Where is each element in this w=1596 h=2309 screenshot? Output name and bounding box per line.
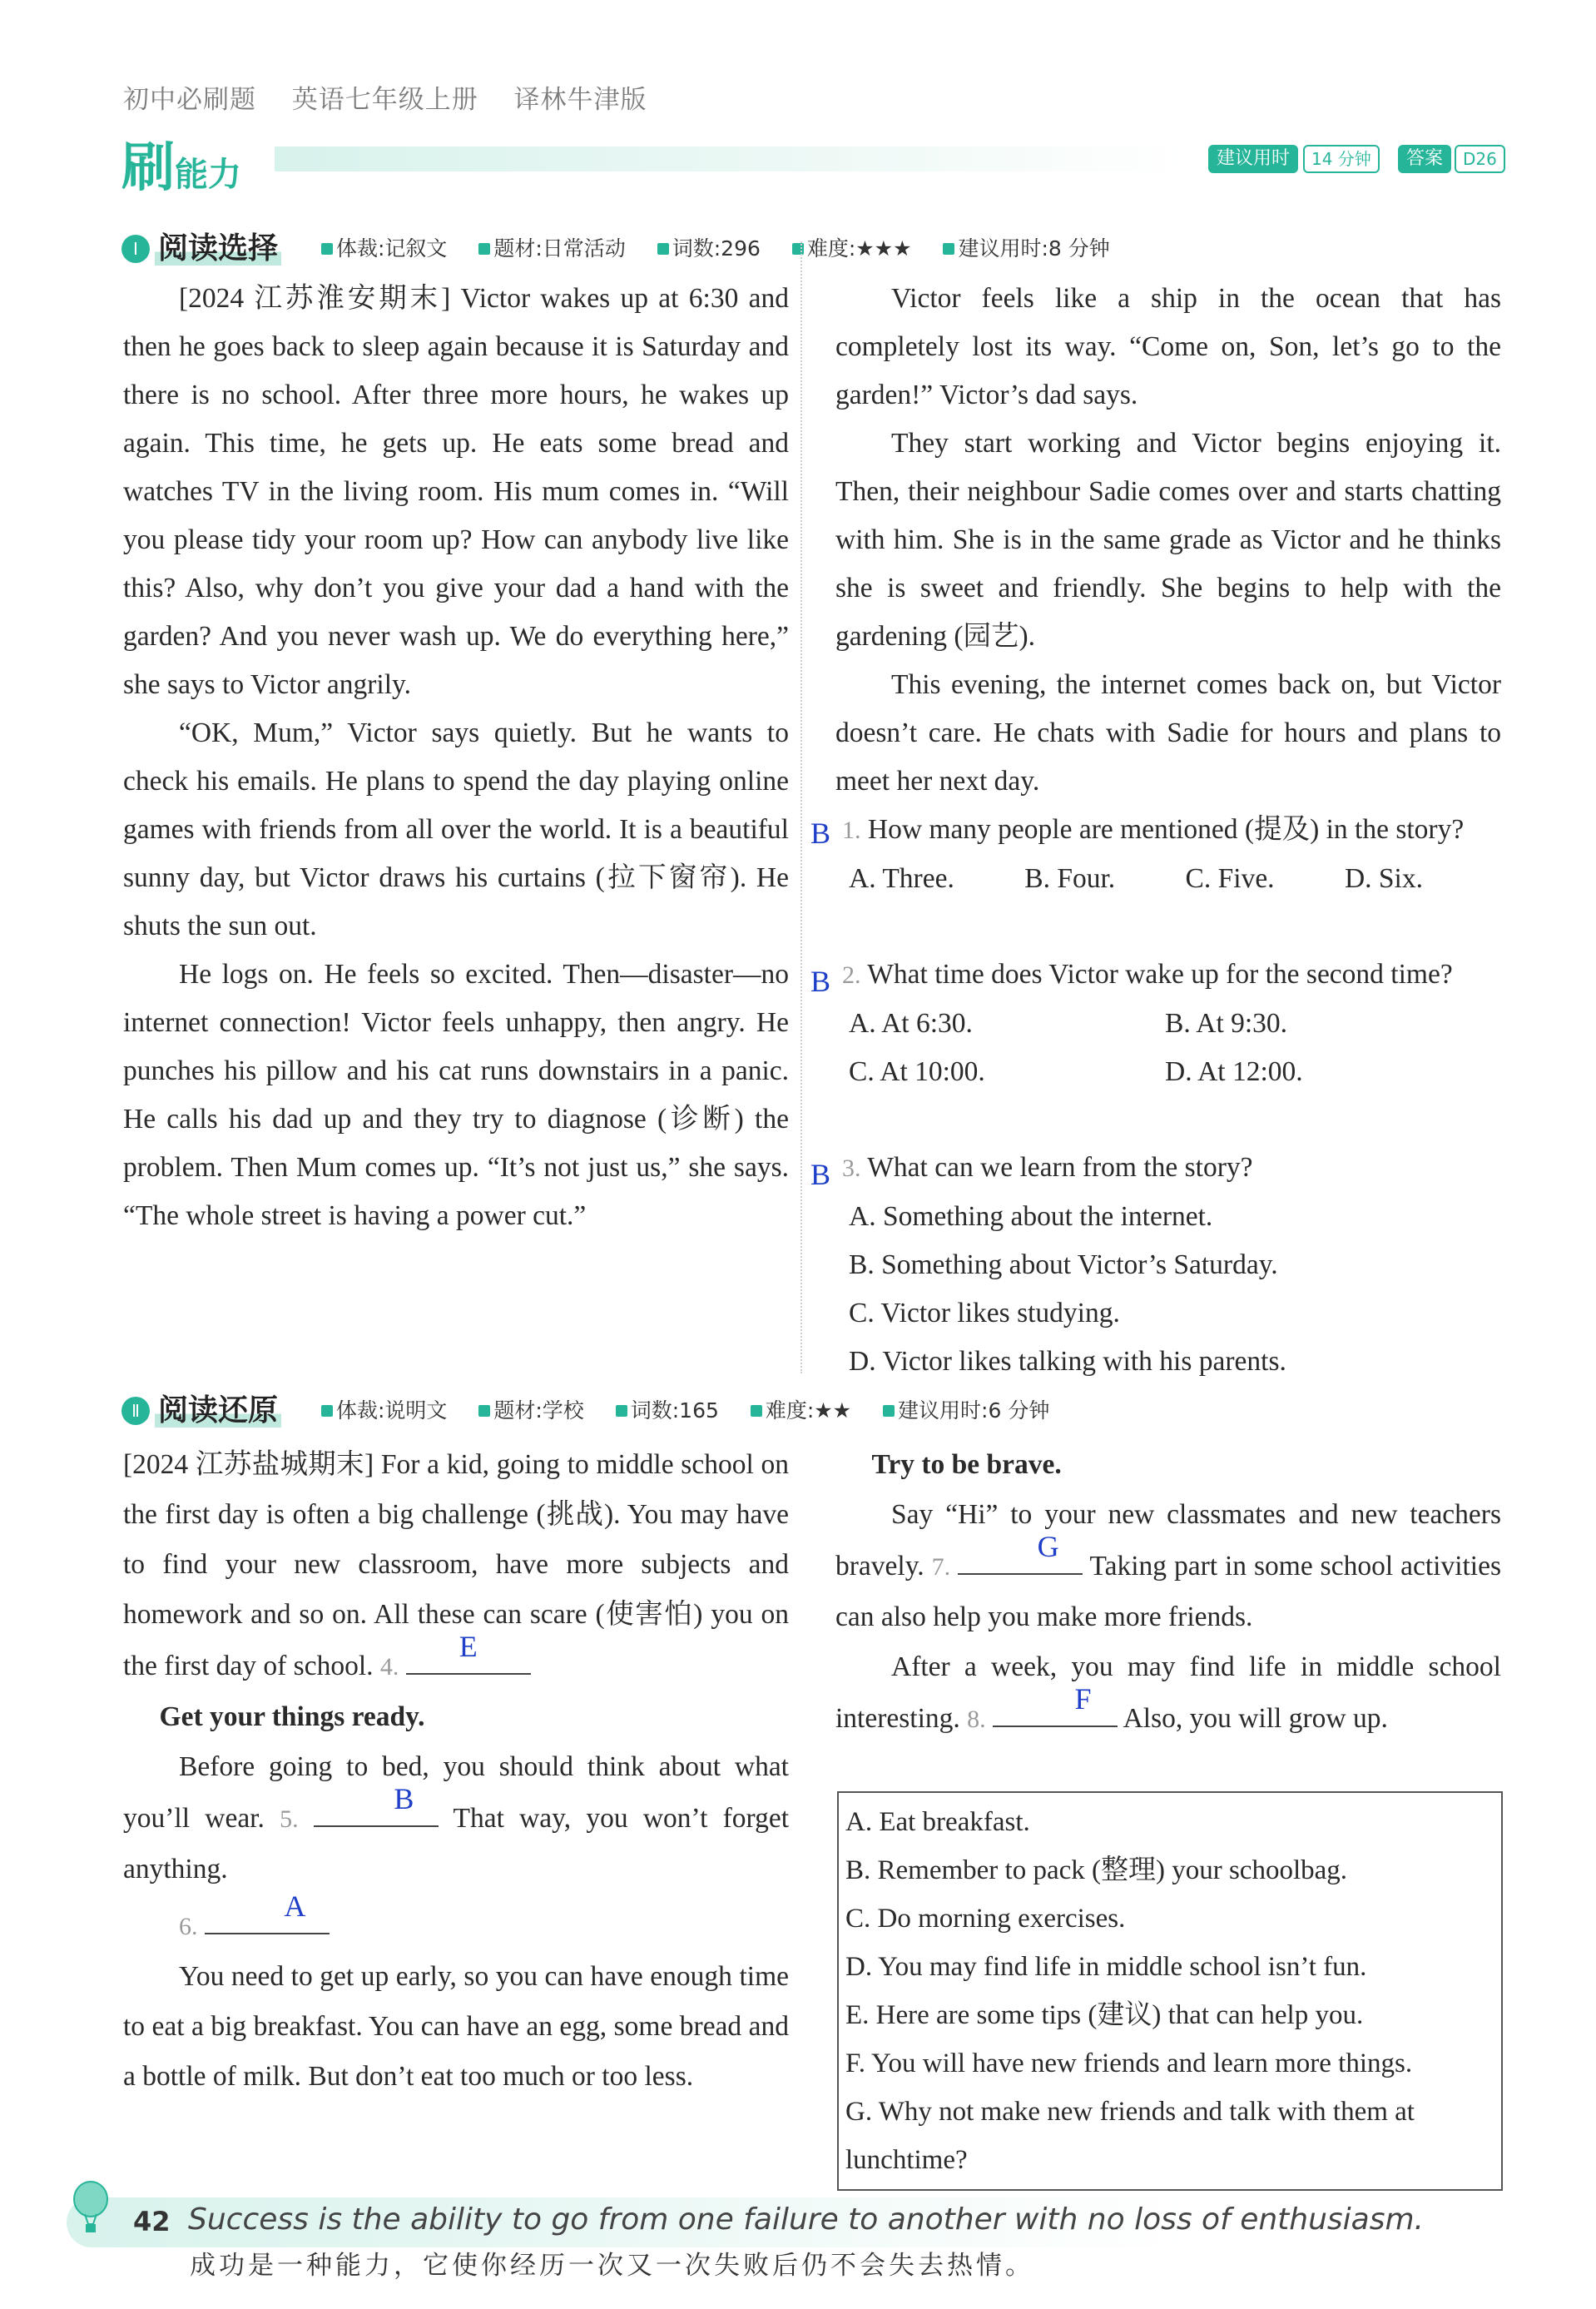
text: Say “Hi” to your new classmates and new teachers bravely. [835, 1499, 1501, 1582]
text: That way, you won’t forget anything. [123, 1803, 789, 1884]
section1-topic: 题材:日常活动 [493, 236, 626, 261]
blank-number: 5. [280, 1805, 299, 1833]
clock-icon [943, 243, 954, 255]
option: B. Four. [1024, 863, 1116, 894]
answer-mark: A [284, 1889, 306, 1923]
section2-header [121, 1392, 1074, 1428]
difficulty-icon [751, 1405, 762, 1417]
text: Before going to bed, you should think about what you’ll wear. [123, 1751, 789, 1834]
section2-genre: 体裁:说明文 [335, 1398, 448, 1423]
question-2 [810, 951, 1501, 1096]
question-number: 3. [842, 1154, 861, 1182]
option: A. Three. [849, 863, 954, 894]
paragraph-after-week [835, 1642, 1501, 1745]
section1-left-column [123, 275, 789, 1240]
section1-header [121, 230, 1135, 266]
column-divider [800, 241, 802, 1373]
blank-4[interactable] [406, 1630, 531, 1675]
heading-be-brave: Try to be brave. [871, 1449, 1062, 1480]
option: D. Victor likes talking with his parents. [849, 1346, 1286, 1377]
question-text: What can we learn from the story? [867, 1152, 1253, 1183]
text: After a week, you may find life in middle school interesting. [835, 1651, 1501, 1734]
option-g: G. Why not make new friends and talk with them at lunchtime? [845, 2097, 1415, 2175]
answer-mark: G [1037, 1530, 1059, 1563]
answer-mark: B [810, 817, 831, 850]
section2-time: 建议用时:6 分钟 [898, 1398, 1050, 1423]
section2-difficulty: 难度:★★ [765, 1398, 852, 1423]
topic-icon [478, 1405, 490, 1417]
option: C. Victor likes studying. [849, 1298, 1120, 1328]
option-c: C. Do morning exercises. [845, 1904, 1126, 1934]
intro-paragraph [123, 1440, 789, 1692]
blank-7[interactable] [958, 1530, 1083, 1575]
option: D. At 12:00. [1165, 1056, 1303, 1087]
passage-paragraph: They start working and Victor begins enjoying it. Then, their neighbour Sadie comes over and starts chatting with him. She is in the same grade as Victor and he thinks she is sweet and friendly. She begins to help with the gardening (园艺). [835, 428, 1501, 652]
answer-mark: B [810, 965, 831, 998]
paragraph-blank-6 [123, 1889, 789, 1952]
blank-5[interactable] [314, 1782, 439, 1827]
passage-paragraph: “OK, Mum,” Victor says quietly. But he wants to check his emails. He plans to spend the day playing online games with friends from all over the world. It is a beautiful sunny day, but Victor draws his curtains (拉下窗帘). He shuts the sun out. [123, 718, 789, 941]
paragraph-breakfast: You need to get up early, so you can have enough time to eat a big breakfast. You can have an egg, some bread and a bottle of milk. But don’t eat too much or too less. [123, 1961, 789, 2092]
passage-paragraph: Victor feels like a ship in the ocean that has completely lost its way. “Come on, Son, let’s go to the garden!” Victor’s dad says. [835, 283, 1501, 410]
section2-words: 词数:165 [630, 1398, 719, 1423]
topic-icon [478, 243, 490, 255]
question-text: How many people are mentioned (提及) in the story? [867, 814, 1465, 845]
text: Also, you will grow up. [1123, 1703, 1388, 1734]
section1-difficulty: 难度:★★★ [806, 236, 912, 261]
intro-text: [2024 江苏盐城期末] For a kid, going to middle school on the first day is often a big challenge (挑战). You may have to find your new classroom, have more subjects and homework and so on. All these can scare (使害怕) you on the first day of school. [123, 1449, 789, 1681]
blank-8[interactable] [993, 1682, 1118, 1727]
blank-6[interactable] [205, 1889, 330, 1934]
question-number: 2. [842, 961, 861, 989]
book-title-line [123, 78, 676, 116]
blank-number: 8. [967, 1706, 986, 1733]
brand-big: 刷 [121, 138, 175, 197]
section1-title: 阅读选择 [155, 231, 281, 266]
section2-left-column [123, 1440, 789, 2102]
subject-name: 英语七年级上册 [291, 85, 478, 114]
genre-icon [321, 1405, 333, 1417]
words-icon [616, 1405, 627, 1417]
option-b: B. Remember to pack (整理) your schoolbag. [845, 1855, 1348, 1885]
balloon-icon [70, 2181, 112, 2236]
edition-name: 译林牛津版 [513, 85, 647, 114]
passage-paragraph: [2024 江苏淮安期末] Victor wakes up at 6:30 and then he goes back to sleep again because it is Saturday and there is no school. After three more hours, he wakes up again. This time, he gets up. He eats some bread and watches TV in the living room. His mum comes in. “Will you please tidy your room up? How can anybody live like this? Also, why don’t you give your dad a hand with the garden? And you never wash up. We do everything here,” she says to Victor angrily. [123, 283, 789, 700]
section2-right-column [835, 1440, 1501, 1745]
option: A. Something about the internet. [849, 1201, 1213, 1232]
section1-words: 词数:296 [672, 236, 761, 261]
question-3 [810, 1144, 1501, 1386]
section1-time: 建议用时:8 分钟 [958, 236, 1110, 261]
section2-topic: 题材:学校 [493, 1398, 584, 1423]
brand-small: 能力 [175, 156, 241, 193]
question-number: 1. [842, 817, 861, 844]
option: B. At 9:30. [1165, 1008, 1288, 1039]
header-band [275, 146, 1190, 171]
quote-english: Success is the ability to go from one failure to another with no loss of enthusiasm. [188, 2202, 1424, 2237]
time-value-badge: 14 分钟 [1303, 145, 1380, 173]
quote-chinese: 成功是一种能力，它使你经历一次又一次失败后仍不会失去热情。 [190, 2251, 1034, 2280]
option-f: F. You will have new friends and learn more things. [845, 2048, 1413, 2078]
answer-mark: E [458, 1630, 478, 1663]
option-a: A. Eat breakfast. [845, 1807, 1030, 1837]
answer-mark: B [810, 1158, 831, 1191]
question-text: What time does Victor wake up for the second time? [867, 959, 1453, 990]
paragraph-before-bed [123, 1742, 789, 1894]
series-name: 初中必刷题 [123, 85, 256, 114]
genre-icon [321, 243, 333, 255]
blank-number: 7. [931, 1553, 951, 1581]
section1-right-column [835, 275, 1501, 806]
words-icon [657, 243, 669, 255]
passage-paragraph: This evening, the internet comes back on, but Victor doesn’t care. He chats with Sadie for hours and plans to meet her next day. [835, 669, 1501, 797]
option: C. Five. [1185, 863, 1275, 894]
question-1 [810, 806, 1501, 903]
options-box [837, 1791, 1503, 2191]
section2-number: Ⅱ [121, 1397, 150, 1425]
option: D. Six. [1344, 863, 1423, 894]
heading-get-ready: Get your things ready. [159, 1701, 425, 1732]
text: Taking part in some school activities can also help you make more friends. [835, 1551, 1502, 1632]
section1-genre: 体裁:记叙文 [335, 236, 448, 261]
answer-badge: 答案 [1398, 145, 1451, 173]
answer-mark: B [394, 1782, 414, 1815]
section2-title: 阅读还原 [155, 1393, 281, 1428]
page-number: 42 [133, 2206, 171, 2237]
section1-number: Ⅰ [121, 235, 150, 263]
option-d: D. You may find life in middle school isn’t fun. [845, 1952, 1367, 1982]
passage-paragraph: He logs on. He feels so excited. Then—disaster—no internet connection! Victor feels unhappy, then angry. He punches his pillow and his cat runs downstairs in a panic. He calls his dad up and they try to diagnose (诊断) the problem. Then Mum comes up. “It’s not just us,” she says. “The whole street is having a power cut.” [123, 959, 789, 1231]
blank-number: 6. [179, 1913, 198, 1940]
option: C. At 10:00. [849, 1056, 985, 1087]
answer-page-badge: D26 [1455, 145, 1505, 173]
option: B. Something about Victor’s Saturday. [849, 1249, 1278, 1280]
option-e: E. Here are some tips (建议) that can help you. [845, 2000, 1364, 2030]
time-badge: 建议用时 [1208, 145, 1298, 173]
blank-number: 4. [379, 1653, 399, 1681]
clock-icon [883, 1405, 895, 1417]
option: A. At 6:30. [849, 1008, 973, 1039]
paragraph-say-hi [835, 1490, 1501, 1642]
answer-mark: F [1074, 1682, 1092, 1716]
brand-logo [121, 125, 241, 201]
